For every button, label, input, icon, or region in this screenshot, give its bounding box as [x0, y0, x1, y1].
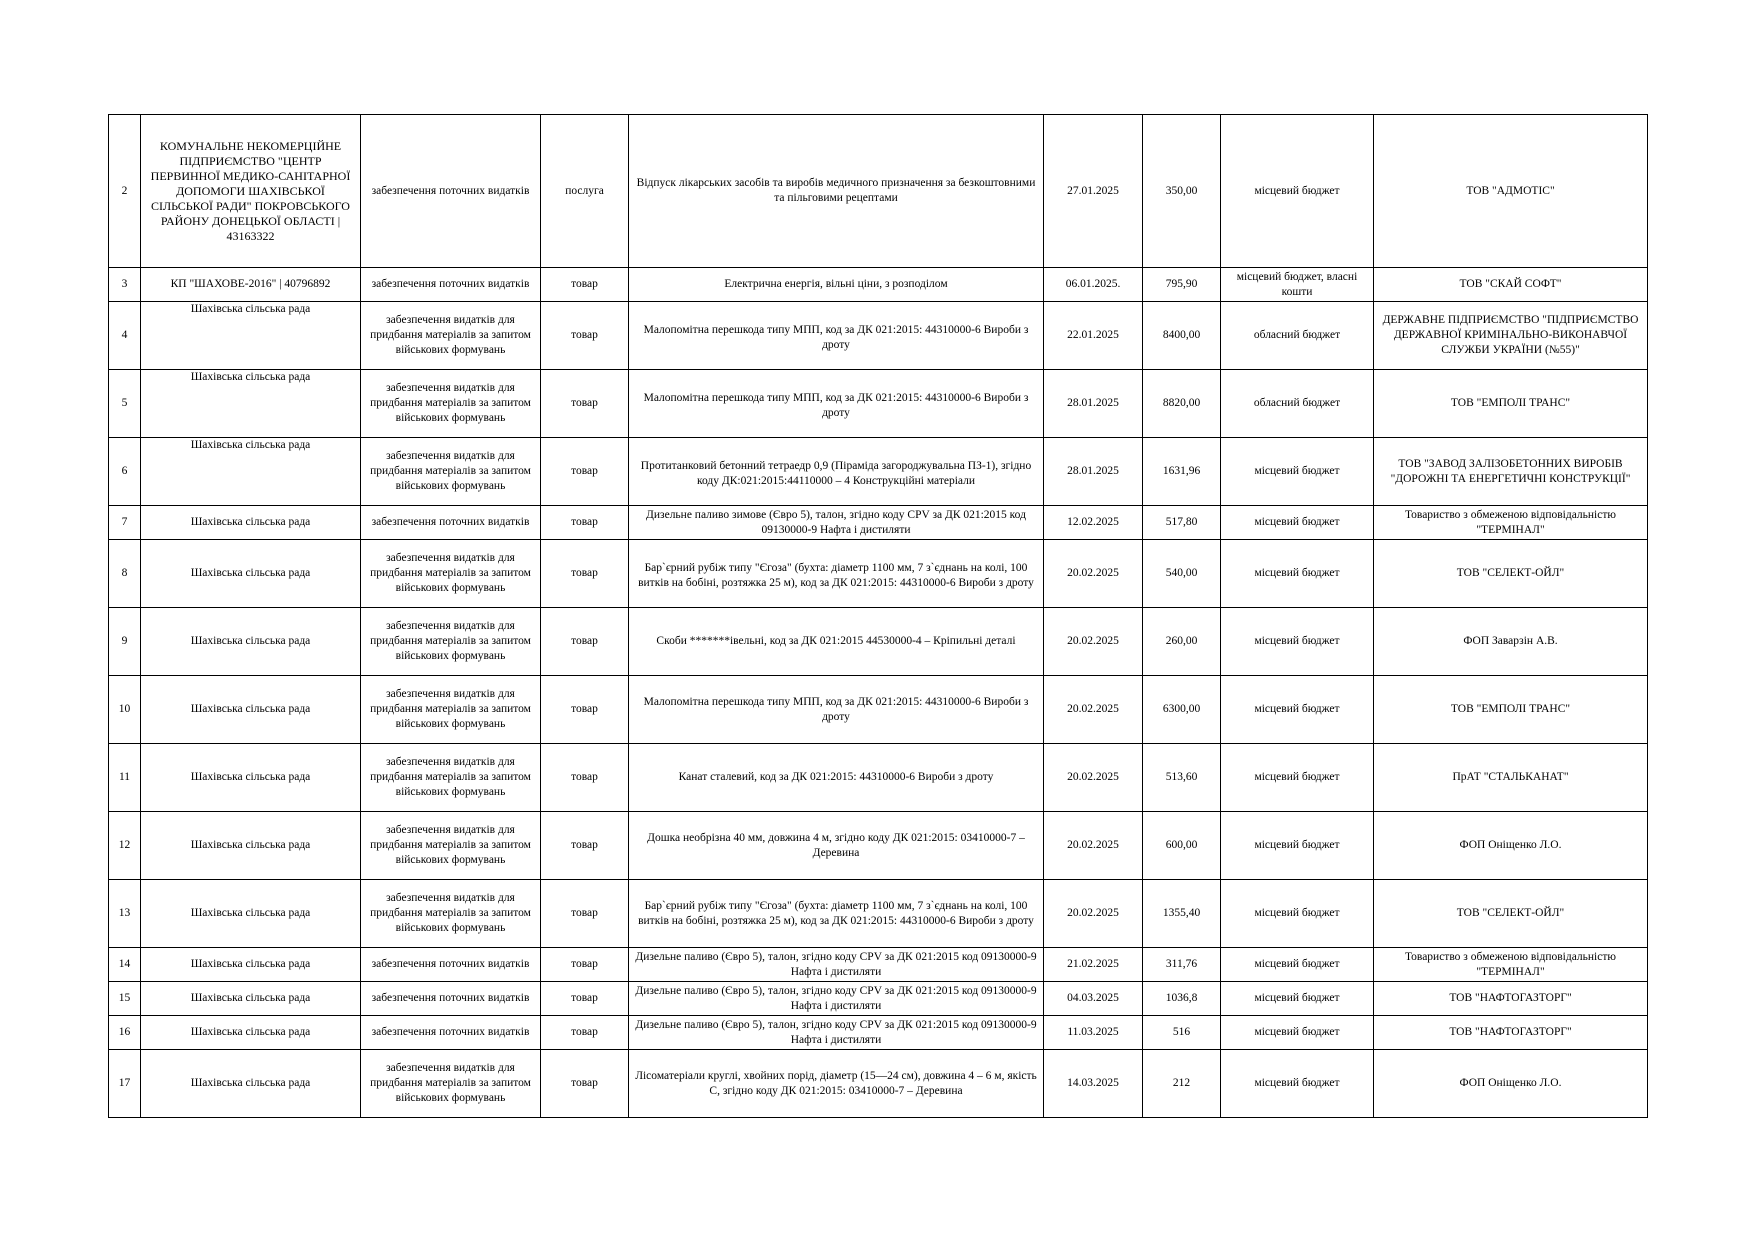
funding-source: місцевий бюджет [1221, 506, 1374, 540]
procurement-type: товар [541, 744, 629, 812]
procurement-table [108, 114, 1648, 1118]
row-number: 8 [109, 540, 141, 608]
supplier: ТОВ "СКАЙ СОФТ" [1374, 268, 1648, 302]
item-description: Дизельне паливо (Євро 5), талон, згідно коду CPV за ДК 021:2015 код 09130000-9 Нафта і дистиляти [629, 948, 1044, 982]
purpose: забезпечення видатків для придбання матеріалів за запитом військових формувань [361, 608, 541, 676]
contract-date: 14.03.2025 [1044, 1050, 1143, 1118]
item-description: Дизельне паливо (Євро 5), талон, згідно коду CPV за ДК 021:2015 код 09130000-9 Нафта і дистиляти [629, 982, 1044, 1016]
contract-amount: 8820,00 [1143, 370, 1221, 438]
contract-amount: 540,00 [1143, 540, 1221, 608]
item-description: Скоби *******івельні, код за ДК 021:2015 44530000-4 – Кріпильні деталі [629, 608, 1044, 676]
funding-source: місцевий бюджет [1221, 608, 1374, 676]
customer-name: Шахівська сільська рада [141, 744, 361, 812]
supplier: ФОП Оніщенко Л.О. [1374, 1050, 1648, 1118]
supplier: ФОП Оніщенко Л.О. [1374, 812, 1648, 880]
table-row [109, 506, 1648, 540]
row-number: 10 [109, 676, 141, 744]
contract-date: 21.02.2025 [1044, 948, 1143, 982]
customer-name: Шахівська сільська рада [141, 540, 361, 608]
row-number: 14 [109, 948, 141, 982]
supplier: Товариство з обмеженою відповідальністю "ТЕРМІНАЛ" [1374, 506, 1648, 540]
table-row [109, 1050, 1648, 1118]
item-description: Малопомітна перешкода типу МПП, код за ДК 021:2015: 44310000-6 Вироби з дроту [629, 676, 1044, 744]
purpose: забезпечення поточних видатків [361, 506, 541, 540]
purpose: забезпечення поточних видатків [361, 268, 541, 302]
table-row [109, 115, 1648, 268]
contract-amount: 350,00 [1143, 115, 1221, 268]
funding-source: місцевий бюджет [1221, 880, 1374, 948]
supplier: ПрАТ "СТАЛЬКАНАТ" [1374, 744, 1648, 812]
table-row [109, 302, 1648, 370]
row-number: 15 [109, 982, 141, 1016]
table-row [109, 370, 1648, 438]
purpose: забезпечення видатків для придбання матеріалів за запитом військових формувань [361, 744, 541, 812]
item-description: Дизельне паливо зимове (Євро 5), талон, згідно коду CPV за ДК 021:2015 код 09130000-9 Нафта і дистиляти [629, 506, 1044, 540]
contract-amount: 260,00 [1143, 608, 1221, 676]
customer-name: Шахівська сільська рада [141, 438, 361, 506]
row-number: 9 [109, 608, 141, 676]
item-description: Канат сталевий, код за ДК 021:2015: 44310000-6 Вироби з дроту [629, 744, 1044, 812]
procurement-type: товар [541, 438, 629, 506]
row-number: 12 [109, 812, 141, 880]
customer-name: КОМУНАЛЬНЕ НЕКОМЕРЦІЙНЕ ПІДПРИЄМСТВО "ЦЕНТР ПЕРВИННОЇ МЕДИКО-САНІТАРНОЇ ДОПОМОГИ ШАХІВСЬКОЇ СІЛЬСЬКОЇ РАДИ" ПОКРОВСЬКОГО РАЙОНУ ДОНЕЦЬКОЇ ОБЛАСТІ | 43163322 [141, 115, 361, 268]
row-number: 17 [109, 1050, 141, 1118]
supplier: ТОВ "АДМОТІС" [1374, 115, 1648, 268]
table-row [109, 676, 1648, 744]
funding-source: місцевий бюджет [1221, 115, 1374, 268]
purpose: забезпечення видатків для придбання матеріалів за запитом військових формувань [361, 676, 541, 744]
item-description: Бар`єрний рубіж типу "Єгоза" (бухта: діаметр 1100 мм, 7 з`єднань на колі, 100 витків на бобіні, розтяжка 25 м), код за ДК 021:2015: 44310000-6 Вироби з дроту [629, 880, 1044, 948]
procurement-type: товар [541, 506, 629, 540]
row-number: 13 [109, 880, 141, 948]
contract-date: 27.01.2025 [1044, 115, 1143, 268]
purpose: забезпечення видатків для придбання матеріалів за запитом військових формувань [361, 302, 541, 370]
customer-name: Шахівська сільська рада [141, 608, 361, 676]
item-description: Лісоматеріали круглі, хвойних порід, діаметр (15—24 см), довжина 4 – 6 м, якість С, згідно коду ДК 021:2015: 03410000-7 – Деревина [629, 1050, 1044, 1118]
customer-name: Шахівська сільська рада [141, 880, 361, 948]
customer-name: Шахівська сільська рада [141, 1016, 361, 1050]
contract-date: 20.02.2025 [1044, 608, 1143, 676]
customer-name: Шахівська сільська рада [141, 370, 361, 438]
contract-amount: 1036,8 [1143, 982, 1221, 1016]
procurement-type: товар [541, 1016, 629, 1050]
funding-source: місцевий бюджет [1221, 438, 1374, 506]
contract-date: 11.03.2025 [1044, 1016, 1143, 1050]
table-row [109, 608, 1648, 676]
purpose: забезпечення видатків для придбання матеріалів за запитом військових формувань [361, 812, 541, 880]
purpose: забезпечення поточних видатків [361, 948, 541, 982]
customer-name: Шахівська сільська рада [141, 812, 361, 880]
table-row [109, 744, 1648, 812]
purpose: забезпечення видатків для придбання матеріалів за запитом військових формувань [361, 880, 541, 948]
funding-source: місцевий бюджет [1221, 676, 1374, 744]
contract-amount: 6300,00 [1143, 676, 1221, 744]
procurement-type: товар [541, 540, 629, 608]
contract-amount: 600,00 [1143, 812, 1221, 880]
contract-amount: 1631,96 [1143, 438, 1221, 506]
supplier: ТОВ "НАФТОГАЗТОРГ" [1374, 982, 1648, 1016]
table-row [109, 812, 1648, 880]
row-number: 11 [109, 744, 141, 812]
customer-name: Шахівська сільська рада [141, 302, 361, 370]
purpose: забезпечення видатків для придбання матеріалів за запитом військових формувань [361, 370, 541, 438]
supplier: ТОВ "ЗАВОД ЗАЛІЗОБЕТОННИХ ВИРОБІВ "ДОРОЖНІ ТА ЕНЕРГЕТИЧНІ КОНСТРУКЦІЇ" [1374, 438, 1648, 506]
contract-amount: 795,90 [1143, 268, 1221, 302]
procurement-type: послуга [541, 115, 629, 268]
table-row [109, 948, 1648, 982]
purpose: забезпечення видатків для придбання матеріалів за запитом військових формувань [361, 540, 541, 608]
contract-date: 12.02.2025 [1044, 506, 1143, 540]
table-row [109, 540, 1648, 608]
purpose: забезпечення поточних видатків [361, 982, 541, 1016]
customer-name: Шахівська сільська рада [141, 948, 361, 982]
supplier: ТОВ "СЕЛЕКТ-ОЙЛ" [1374, 540, 1648, 608]
contract-amount: 212 [1143, 1050, 1221, 1118]
customer-name: Шахівська сільська рада [141, 676, 361, 744]
procurement-type: товар [541, 302, 629, 370]
item-description: Дошка необрізна 40 мм, довжина 4 м, згідно коду ДК 021:2015: 03410000-7 – Деревина [629, 812, 1044, 880]
contract-date: 28.01.2025 [1044, 370, 1143, 438]
purpose: забезпечення поточних видатків [361, 1016, 541, 1050]
item-description: Малопомітна перешкода типу МПП, код за ДК 021:2015: 44310000-6 Вироби з дроту [629, 370, 1044, 438]
contract-date: 20.02.2025 [1044, 540, 1143, 608]
supplier: ТОВ "ЕМПОЛІ ТРАНС" [1374, 370, 1648, 438]
procurement-type: товар [541, 1050, 629, 1118]
row-number: 6 [109, 438, 141, 506]
funding-source: місцевий бюджет [1221, 1050, 1374, 1118]
supplier: Товариство з обмеженою відповідальністю "ТЕРМІНАЛ" [1374, 948, 1648, 982]
contract-amount: 517,80 [1143, 506, 1221, 540]
contract-date: 28.01.2025 [1044, 438, 1143, 506]
funding-source: місцевий бюджет, власні кошти [1221, 268, 1374, 302]
customer-name: Шахівська сільська рада [141, 982, 361, 1016]
purpose: забезпечення видатків для придбання матеріалів за запитом військових формувань [361, 1050, 541, 1118]
contract-date: 20.02.2025 [1044, 744, 1143, 812]
supplier: ТОВ "НАФТОГАЗТОРГ" [1374, 1016, 1648, 1050]
contract-amount: 1355,40 [1143, 880, 1221, 948]
table-row [109, 1016, 1648, 1050]
item-description: Малопомітна перешкода типу МПП, код за ДК 021:2015: 44310000-6 Вироби з дроту [629, 302, 1044, 370]
contract-amount: 516 [1143, 1016, 1221, 1050]
item-description: Бар`єрний рубіж типу "Єгоза" (бухта: діаметр 1100 мм, 7 з`єднань на колі, 100 витків на бобіні, розтяжка 25 м), код за ДК 021:2015: 44310000-6 Вироби з дроту [629, 540, 1044, 608]
contract-amount: 311,76 [1143, 948, 1221, 982]
item-description: Відпуск лікарських засобів та виробів медичного призначення за безкоштовними та пільговими рецептами [629, 115, 1044, 268]
supplier: ДЕРЖАВНЕ ПІДПРИЄМСТВО "ПІДПРИЄМСТВО ДЕРЖАВНОЇ КРИМІНАЛЬНО-ВИКОНАВЧОЇ СЛУЖБИ УКРАЇНИ (№55)" [1374, 302, 1648, 370]
procurement-type: товар [541, 948, 629, 982]
contract-date: 22.01.2025 [1044, 302, 1143, 370]
funding-source: місцевий бюджет [1221, 744, 1374, 812]
procurement-type: товар [541, 880, 629, 948]
row-number: 4 [109, 302, 141, 370]
row-number: 7 [109, 506, 141, 540]
purpose: забезпечення поточних видатків [361, 115, 541, 268]
contract-amount: 8400,00 [1143, 302, 1221, 370]
customer-name: Шахівська сільська рада [141, 506, 361, 540]
table-row [109, 268, 1648, 302]
contract-date: 04.03.2025 [1044, 982, 1143, 1016]
contract-date: 20.02.2025 [1044, 812, 1143, 880]
row-number: 16 [109, 1016, 141, 1050]
contract-amount: 513,60 [1143, 744, 1221, 812]
item-description: Дизельне паливо (Євро 5), талон, згідно коду CPV за ДК 021:2015 код 09130000-9 Нафта і дистиляти [629, 1016, 1044, 1050]
item-description: Протитанковий бетонний тетраедр 0,9 (Піраміда загороджувальна ПЗ-1), згідно коду ДК:021:2015:44110000 – 4 Конструкційні матеріали [629, 438, 1044, 506]
row-number: 2 [109, 115, 141, 268]
row-number: 3 [109, 268, 141, 302]
table-row [109, 880, 1648, 948]
funding-source: обласний бюджет [1221, 370, 1374, 438]
supplier: ТОВ "ЕМПОЛІ ТРАНС" [1374, 676, 1648, 744]
contract-date: 20.02.2025 [1044, 880, 1143, 948]
funding-source: місцевий бюджет [1221, 948, 1374, 982]
table-row [109, 438, 1648, 506]
customer-name: Шахівська сільська рада [141, 1050, 361, 1118]
purpose: забезпечення видатків для придбання матеріалів за запитом військових формувань [361, 438, 541, 506]
procurement-type: товар [541, 608, 629, 676]
funding-source: обласний бюджет [1221, 302, 1374, 370]
procurement-type: товар [541, 812, 629, 880]
row-number: 5 [109, 370, 141, 438]
procurement-type: товар [541, 676, 629, 744]
funding-source: місцевий бюджет [1221, 812, 1374, 880]
supplier: ФОП Заварзін А.В. [1374, 608, 1648, 676]
table-row [109, 982, 1648, 1016]
funding-source: місцевий бюджет [1221, 982, 1374, 1016]
customer-name: КП "ШАХОВЕ-2016" | 40796892 [141, 268, 361, 302]
contract-date: 20.02.2025 [1044, 676, 1143, 744]
procurement-type: товар [541, 982, 629, 1016]
procurement-type: товар [541, 370, 629, 438]
funding-source: місцевий бюджет [1221, 1016, 1374, 1050]
funding-source: місцевий бюджет [1221, 540, 1374, 608]
procurement-type: товар [541, 268, 629, 302]
item-description: Електрична енергія, вільні ціни, з розподілом [629, 268, 1044, 302]
contract-date: 06.01.2025. [1044, 268, 1143, 302]
supplier: ТОВ "СЕЛЕКТ-ОЙЛ" [1374, 880, 1648, 948]
